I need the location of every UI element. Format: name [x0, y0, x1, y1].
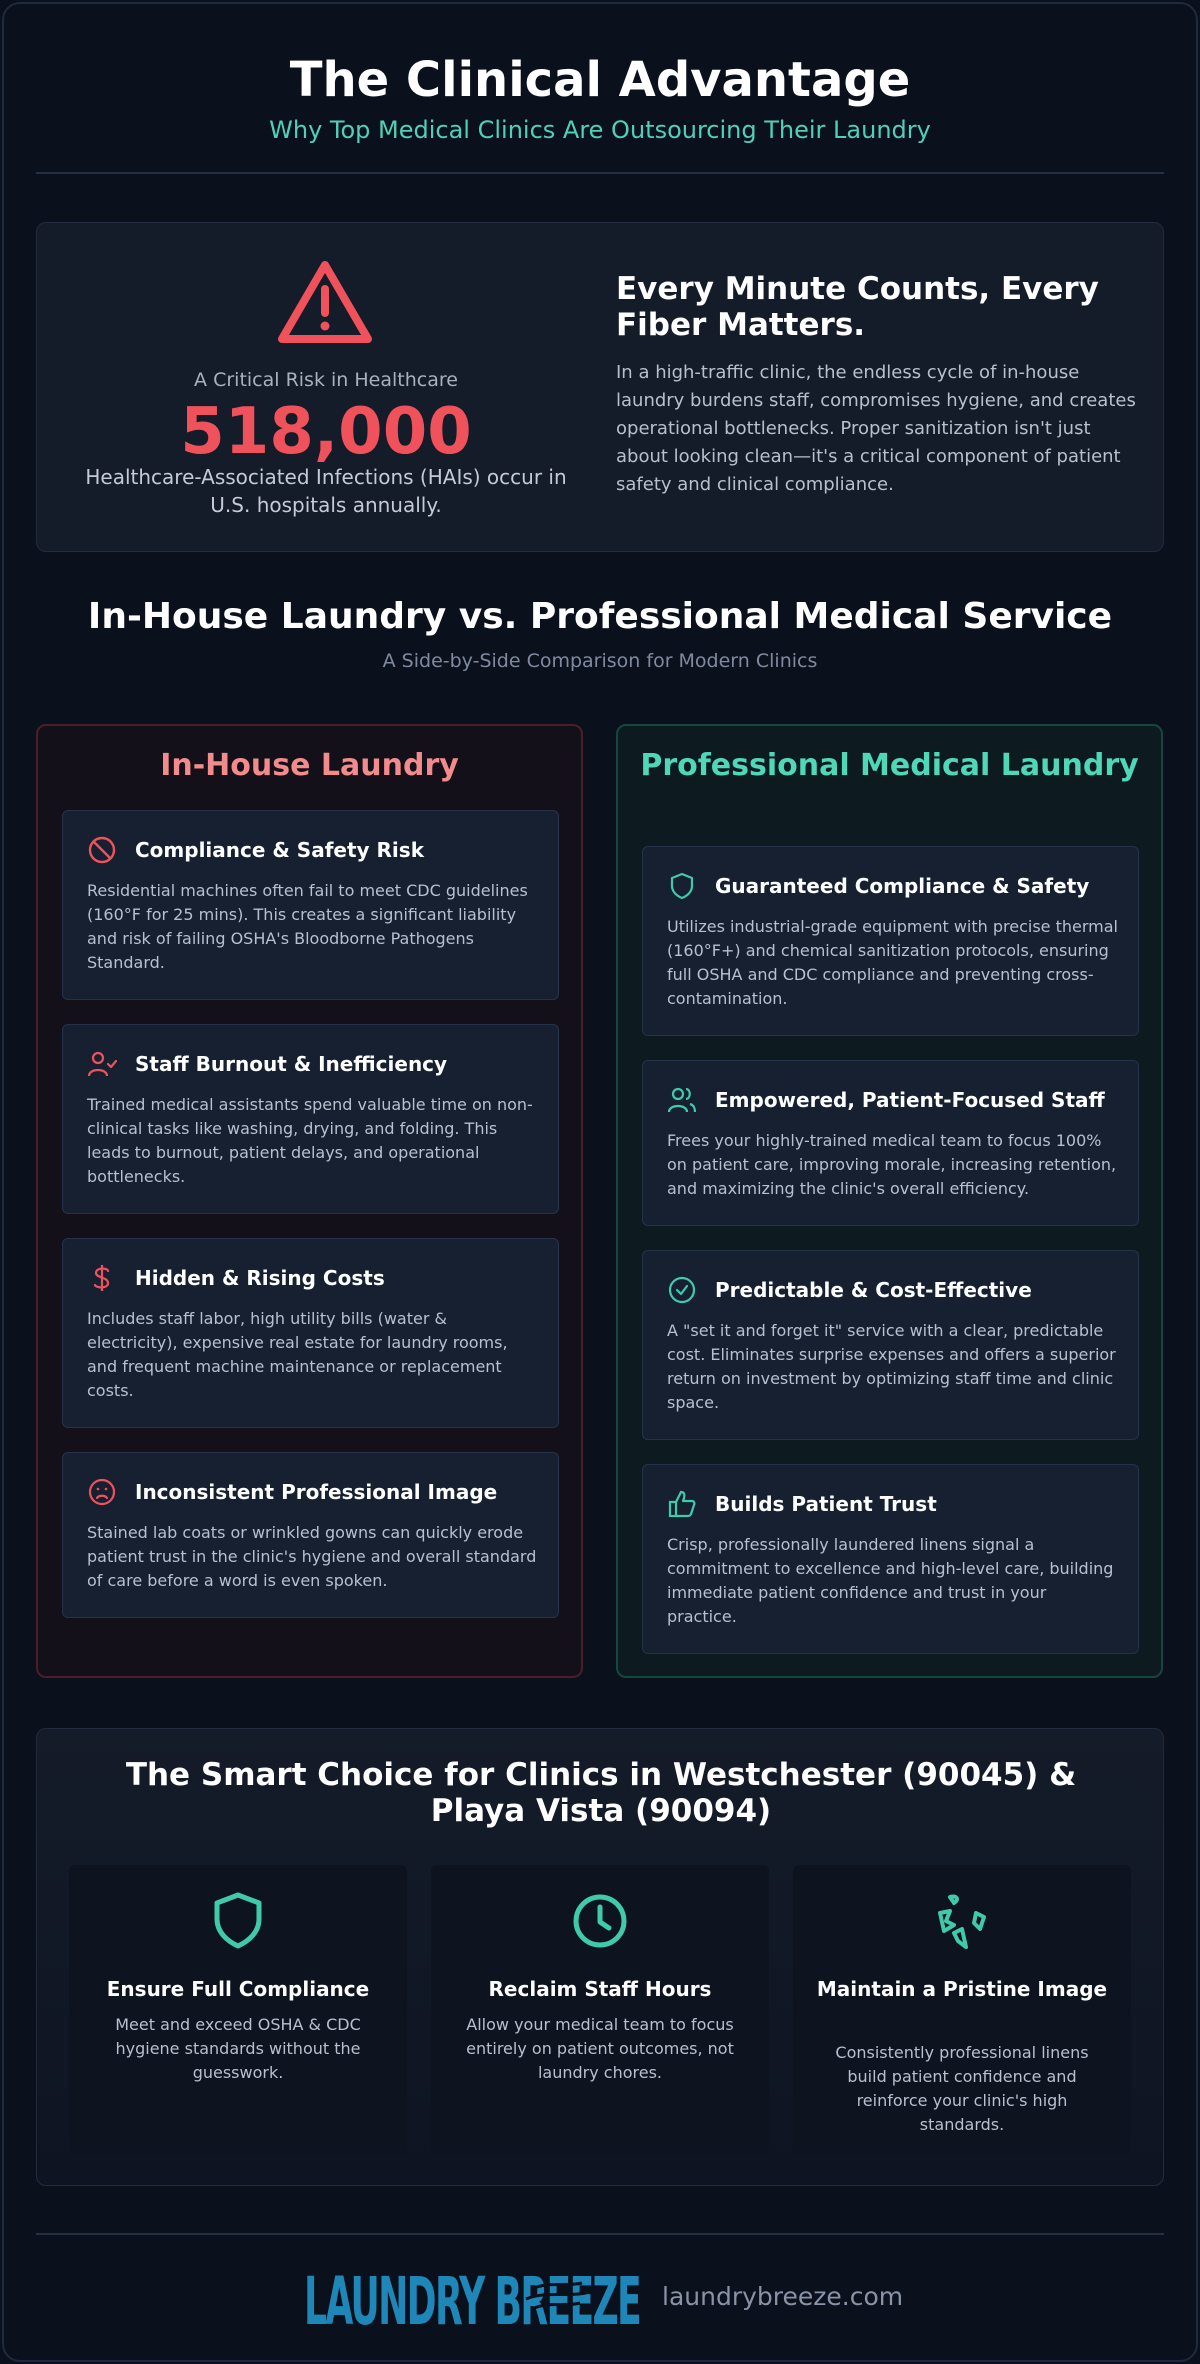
in-house-item: [62, 1452, 559, 1618]
item-title: Builds Patient Trust: [715, 1492, 937, 1516]
warning-triangle-icon: [277, 259, 373, 345]
item-description: Trained medical assistants spend valuable time on non-clinical tasks like washing, drying, and folding. This leads to burnout, patient delays, and operational bottlenecks.: [87, 1095, 533, 1186]
benefit-tile: [431, 1865, 769, 2155]
item-description: Residential machines often fail to meet CDC guidelines (160°F for 25 mins). This creates a significant liability and risk of failing OSHA's Bloodborne Pathogens Standard.: [87, 881, 528, 972]
logo-text: LAUNDRY BREEZE: [304, 2265, 640, 2327]
item-title: Guaranteed Compliance & Safety: [715, 874, 1090, 898]
item-title: Inconsistent Professional Image: [135, 1480, 498, 1504]
tile-title: Ensure Full Compliance: [106, 1977, 370, 2001]
in-house-column: [36, 724, 583, 1678]
clock-icon: [570, 1891, 630, 1951]
item-description: Crisp, professionally laundered linens signal a commitment to excellence and high-level care, building immediate patient confidence and trust in your practice.: [667, 1535, 1114, 1626]
users-icon: [667, 1085, 697, 1115]
smart-choice-section: [36, 1728, 1164, 2186]
item-title: Compliance & Safety Risk: [135, 838, 424, 862]
item-title: Hidden & Rising Costs: [135, 1266, 385, 1290]
shield-icon: [208, 1891, 268, 1951]
ban-icon: [87, 835, 117, 865]
comparison-subtitle: A Side-by-Side Comparison for Modern Clinics: [382, 650, 818, 672]
item-title: Empowered, Patient-Focused Staff: [715, 1088, 1105, 1112]
item-title: Predictable & Cost-Effective: [715, 1278, 1032, 1302]
professional-column: [616, 724, 1163, 1678]
item-description: Frees your highly-trained medical team to focus 100% on patient care, improving morale, increasing retention, and maximizing the clinic's overall efficiency.: [667, 1131, 1117, 1198]
item-description: A "set it and forget it" service with a clear, predictable cost. Eliminates surprise expenses and offers a superior return on investment by optimizing staff time and clinic space.: [667, 1321, 1116, 1412]
risk-card: [36, 222, 1164, 552]
page-subtitle: Why Top Medical Clinics Are Outsourcing Their Laundry: [269, 116, 931, 144]
professional-item: [642, 1250, 1139, 1440]
smart-choice-title: The Smart Choice for Clinics in Westchester (90045) & Playa Vista (90094): [125, 1757, 1077, 1829]
professional-title: Professional Medical Laundry: [640, 748, 1139, 783]
shield-icon: [667, 871, 697, 901]
tile-title: Maintain a Pristine Image: [816, 1977, 1108, 2001]
tile-title: Reclaim Staff Hours: [488, 1977, 712, 2001]
sparkle-icon: [932, 1891, 992, 1951]
item-description: Utilizes industrial-grade equipment with precise thermal (160°F+) and chemical sanitization protocols, ensuring full OSHA and CDC compliance and preventing cross-contamination.: [667, 917, 1118, 1008]
check-circle-icon: [667, 1275, 697, 1305]
tile-description: Allow your medical team to focus entirely on patient outcomes, not laundry chores.: [466, 2015, 734, 2082]
in-house-title: In-House Laundry: [160, 748, 459, 783]
benefit-tile: [793, 1865, 1131, 2155]
risk-statistic: 518,000: [180, 395, 472, 469]
benefit-tile: [69, 1865, 407, 2155]
laundry-breeze-logo: [304, 2265, 640, 2327]
frown-icon: [87, 1477, 117, 1507]
header-divider: [36, 172, 1164, 174]
in-house-item: [62, 1024, 559, 1214]
item-description: Includes staff labor, high utility bills (water & electricity), expensive real estate for laundry rooms, and frequent machine maintenance or replacement costs.: [87, 1309, 508, 1400]
professional-item: [642, 846, 1139, 1036]
professional-item: [642, 1060, 1139, 1226]
item-title: Staff Burnout & Inefficiency: [135, 1052, 448, 1076]
footer-divider: [36, 2233, 1164, 2235]
risk-body: In a high-traffic clinic, the endless cycle of in-house laundry burdens staff, compromises hygiene, and creates operational bottlenecks. Proper sanitization isn't just about looking clean—it's a critical component of patient safety and clinical compliance.: [616, 362, 1136, 495]
user-check-icon: [87, 1049, 117, 1079]
tile-description: Meet and exceed OSHA & CDC hygiene standards without the guesswork.: [115, 2015, 361, 2082]
risk-label: A Critical Risk in Healthcare: [194, 369, 458, 391]
comparison-title: In-House Laundry vs. Professional Medical Service: [87, 596, 1113, 637]
footer-url[interactable]: laundrybreeze.com: [662, 2282, 904, 2311]
thumbs-up-icon: [667, 1489, 697, 1519]
tile-description: Consistently professional linens build patient confidence and reinforce your clinic's high standards.: [835, 2043, 1089, 2134]
in-house-item: [62, 1238, 559, 1428]
risk-heading: Every Minute Counts, Every Fiber Matters.: [616, 271, 1099, 343]
in-house-item: [62, 810, 559, 1000]
page-title: The Clinical Advantage: [289, 52, 911, 108]
risk-caption: Healthcare-Associated Infections (HAIs) occur in U.S. hospitals annually.: [85, 465, 567, 517]
dollar-icon: [87, 1263, 117, 1293]
item-description: Stained lab coats or wrinkled gowns can quickly erode patient trust in the clinic's hygiene and overall standard of care before a word is even spoken.: [87, 1523, 537, 1590]
professional-item: [642, 1464, 1139, 1654]
